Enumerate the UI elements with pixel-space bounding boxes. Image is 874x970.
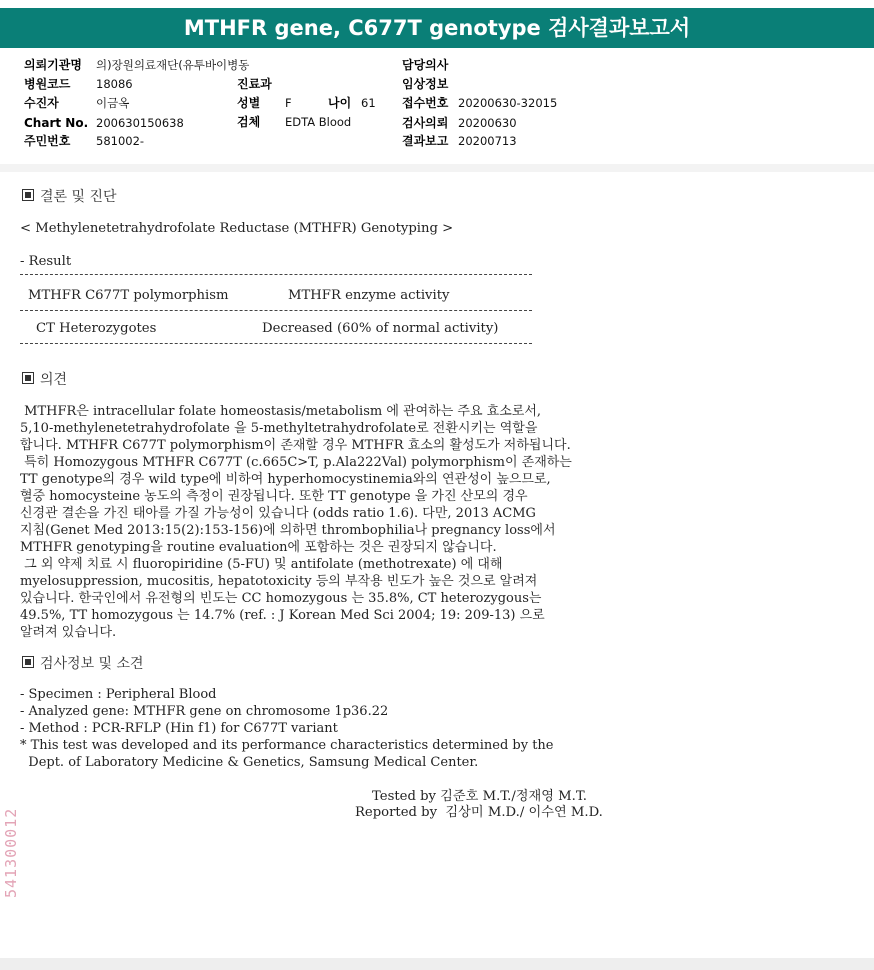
age-label: 나이 [328,96,352,110]
hosp-code-value: 18086 [96,77,133,91]
sex-label: 성별 [237,96,261,110]
report-date-label: 결과보고 [402,134,449,148]
sex-value: F [285,96,292,110]
chart-no-label: Chart No. [24,116,89,130]
opinion-line: 특히 Homozygous MTHFR C677T (c.665C>T, p.Ala222Val) polymorphism이 존재하는 [20,455,572,470]
receipt-no-value: 20200630-32015 [458,96,558,110]
section-bullet-icon [22,189,34,201]
id-number-label: 주민번호 [24,134,71,148]
age-value: 61 [361,96,376,110]
clinical-info-label: 임상정보 [402,77,449,91]
reported-by: Reported by 김상미 M.D./ 이수연 M.D. [355,805,603,820]
bottom-scroll-strip [0,958,874,970]
table-top-rule [20,274,532,275]
genotype-result: CT Heterozygotes [36,321,157,336]
patient-name-label: 수진자 [24,96,59,110]
report-date-value: 20200713 [458,134,517,148]
opinion-line: 합니다. MTHFR C677T polymorphism이 존재할 경우 MTHFR 효소의 활성도가 저하됩니다. [20,438,571,453]
tested-by: Tested by 김준호 M.T./정재영 M.T. [372,789,587,804]
section-separator [0,164,874,172]
org-value: 의)장원의료재단(유투바이병동 [96,58,250,72]
specimen-value: EDTA Blood [285,115,352,129]
id-number-value: 581002- [96,134,145,148]
opinion-paragraph [20,403,720,641]
request-date-value: 20200630 [458,116,517,130]
receipt-no-label: 접수번호 [402,96,449,110]
section-bullet-icon [22,372,34,384]
dept-label: 진료과 [237,77,272,91]
patient-name-value: 이금옥 [96,96,130,110]
col-header-enzyme-activity: MTHFR enzyme activity [288,288,450,303]
specimen-label: 검체 [237,115,261,129]
opinion-line: 49.5%, TT homozygous 는 14.7% (ref. : J Korean Med Sci 2004; 19: 209-13) 으로 [20,608,545,623]
opinion-heading [22,369,67,389]
report-subtitle: < Methylenetetrahydrofolate Reductase (MTHFR) Genotyping > [20,221,454,236]
opinion-line: MTHFR genotyping을 routine evaluation에 포함하는 것은 권장되지 않습니다. [20,540,497,555]
patient-info-panel [0,50,874,166]
enzyme-activity-result: Decreased (60% of normal activity) [262,321,499,336]
opinion-line: 알려져 있습니다. [20,625,117,640]
org-label: 의뢰기관명 [24,58,82,72]
opinion-line: TT genotype의 경우 wild type에 비하여 hyperhomocystinemia와의 연관성이 높으므로, [20,472,551,487]
conclusion-heading-text: 결론 및 진단 [40,189,117,205]
opinion-line: 혈중 homocysteine 농도의 측정이 권장됩니다. 또한 TT genotype 을 가진 산모의 경우 [20,489,528,504]
hosp-code-label: 병원코드 [24,77,71,91]
test-info-list [20,686,720,771]
opinion-line: myelosuppression, mucositis, hepatotoxicity 등의 부작용 빈도가 높은 것으로 알려져 [20,574,538,589]
opinion-line: 지침(Genet Med 2013:15(2):153-156)에 의하면 thrombophilia나 pregnancy loss에서 [20,523,556,538]
opinion-heading-text: 의견 [40,372,68,388]
opinion-line: 그 외 약제 치료 시 fluoropiridine (5-FU) 및 antifolate (methotrexate) 에 대해 [20,557,503,572]
test-info-line: - Method : PCR-RFLP (Hin f1) for C677T variant [20,721,338,736]
opinion-line: 5,10-methylenetetrahydrofolate 을 5-methyltetrahydrofolate로 전환시키는 역할을 [20,421,538,436]
section-bullet-icon [22,656,34,668]
col-header-polymorphism: MTHFR C677T polymorphism [28,288,229,303]
test-info-line: Dept. of Laboratory Medicine & Genetics, Samsung Medical Center. [20,755,479,770]
opinion-line: 있습니다. 한국인에서 유전형의 빈도는 CC homozygous 는 35.8%, CT heterozygous는 [20,591,542,606]
result-heading: - Result [20,254,72,269]
test-info-line: * This test was developed and its performance characteristics determined by the [20,738,554,753]
side-document-number: 541300012 [2,808,20,899]
request-date-label: 검사의뢰 [402,116,449,130]
test-info-heading-text: 검사정보 및 소견 [40,656,144,672]
doctor-label: 담당의사 [402,58,449,72]
opinion-line: 신경관 결손을 가진 태아를 가질 가능성이 있습니다 (odds ratio 1.6). 다만, 2013 ACMG [20,506,536,521]
report-title: MTHFR gene, C677T genotype 검사결과보고서 [0,8,874,48]
test-info-line: - Specimen : Peripheral Blood [20,687,217,702]
conclusion-heading [22,186,117,206]
table-mid-rule [20,310,532,311]
table-bottom-rule [20,343,532,344]
test-info-heading [22,653,144,673]
opinion-line: MTHFR은 intracellular folate homeostasis/metabolism 에 관여하는 주요 효소로서, [20,404,542,419]
test-info-line: - Analyzed gene: MTHFR gene on chromosome 1p36.22 [20,704,389,719]
chart-no-value: 200630150638 [96,116,184,130]
